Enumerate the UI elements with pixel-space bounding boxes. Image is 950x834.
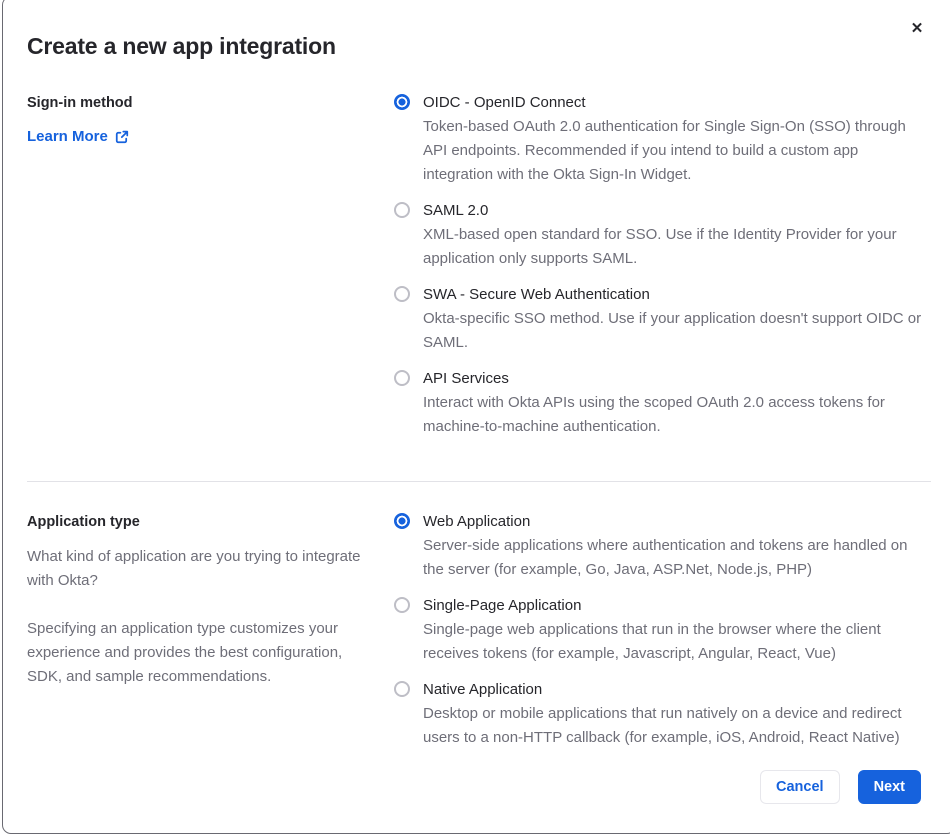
option-description: Desktop or mobile applications that run natively on a device and redirect users to a non-HTTP callback (for example, iOS, Android, React Native) xyxy=(423,705,902,746)
application-type-hint: Specifying an application type customizes your experience and provides the best configuration, SDK, and sample recommendations. xyxy=(27,620,343,685)
radio-selected-icon[interactable] xyxy=(394,94,410,110)
option-description: Token-based OAuth 2.0 authentication for Single Sign-On (SSO) through API endpoints. Recommended if you intend to build a custom app integration with the Okta Sign-In Widget. xyxy=(423,118,906,183)
radio-option-oidc-openid-connect[interactable] xyxy=(394,91,931,187)
sign-in-method-left-column xyxy=(27,91,379,451)
sign-in-method-label: Sign-in method xyxy=(27,95,133,111)
radio-option-single-page-application[interactable] xyxy=(394,594,931,666)
option-title: OIDC - OpenID Connect xyxy=(423,94,586,111)
option-title: Web Application xyxy=(423,513,531,530)
cancel-button[interactable]: Cancel xyxy=(760,770,840,804)
application-type-section xyxy=(27,510,931,762)
create-app-integration-dialog xyxy=(2,0,950,834)
sign-in-method-options xyxy=(394,91,931,451)
option-title: API Services xyxy=(423,370,509,387)
close-icon[interactable]: ✕ xyxy=(907,19,927,39)
dialog-footer xyxy=(760,770,921,804)
radio-selected-icon[interactable] xyxy=(394,513,410,529)
dialog-content xyxy=(3,0,950,833)
learn-more-label: Learn More xyxy=(27,128,108,145)
learn-more-link[interactable] xyxy=(27,128,129,146)
application-type-left-column xyxy=(27,510,379,762)
radio-option-swa-secure-web-authentication[interactable] xyxy=(394,283,931,355)
option-description: XML-based open standard for SSO. Use if the Identity Provider for your application only supports SAML. xyxy=(423,226,897,267)
radio-option-native-application[interactable] xyxy=(394,678,931,750)
radio-unselected-icon[interactable] xyxy=(394,597,410,613)
sign-in-method-section xyxy=(27,91,931,451)
application-type-label: Application type xyxy=(27,514,140,530)
option-title: SWA - Secure Web Authentication xyxy=(423,286,650,303)
option-title: Single-Page Application xyxy=(423,597,582,614)
option-title: Native Application xyxy=(423,681,543,698)
option-description: Single-page web applications that run in the browser where the client receives tokens (for example, Javascript, Angular, React, Vue) xyxy=(423,621,881,662)
option-title: SAML 2.0 xyxy=(423,202,489,219)
application-type-options xyxy=(394,510,931,762)
application-type-question: What kind of application are you trying to integrate with Okta? xyxy=(27,548,361,589)
radio-option-saml-2-0[interactable] xyxy=(394,199,931,271)
option-description: Interact with Okta APIs using the scoped OAuth 2.0 access tokens for machine-to-machine authentication. xyxy=(423,394,885,435)
option-description: Okta-specific SSO method. Use if your application doesn't support OIDC or SAML. xyxy=(423,310,922,351)
radio-unselected-icon[interactable] xyxy=(394,681,410,697)
radio-option-web-application[interactable] xyxy=(394,510,931,582)
radio-unselected-icon[interactable] xyxy=(394,286,410,302)
radio-unselected-icon[interactable] xyxy=(394,370,410,386)
option-description: Server-side applications where authentication and tokens are handled on the server (for example, Go, Java, ASP.Net, Node.js, PHP) xyxy=(423,537,908,578)
next-button[interactable]: Next xyxy=(858,770,921,804)
section-divider xyxy=(27,481,931,482)
external-link-icon xyxy=(115,130,129,144)
dialog-title: Create a new app integration xyxy=(27,33,336,59)
radio-unselected-icon[interactable] xyxy=(394,202,410,218)
radio-option-api-services[interactable] xyxy=(394,367,931,439)
